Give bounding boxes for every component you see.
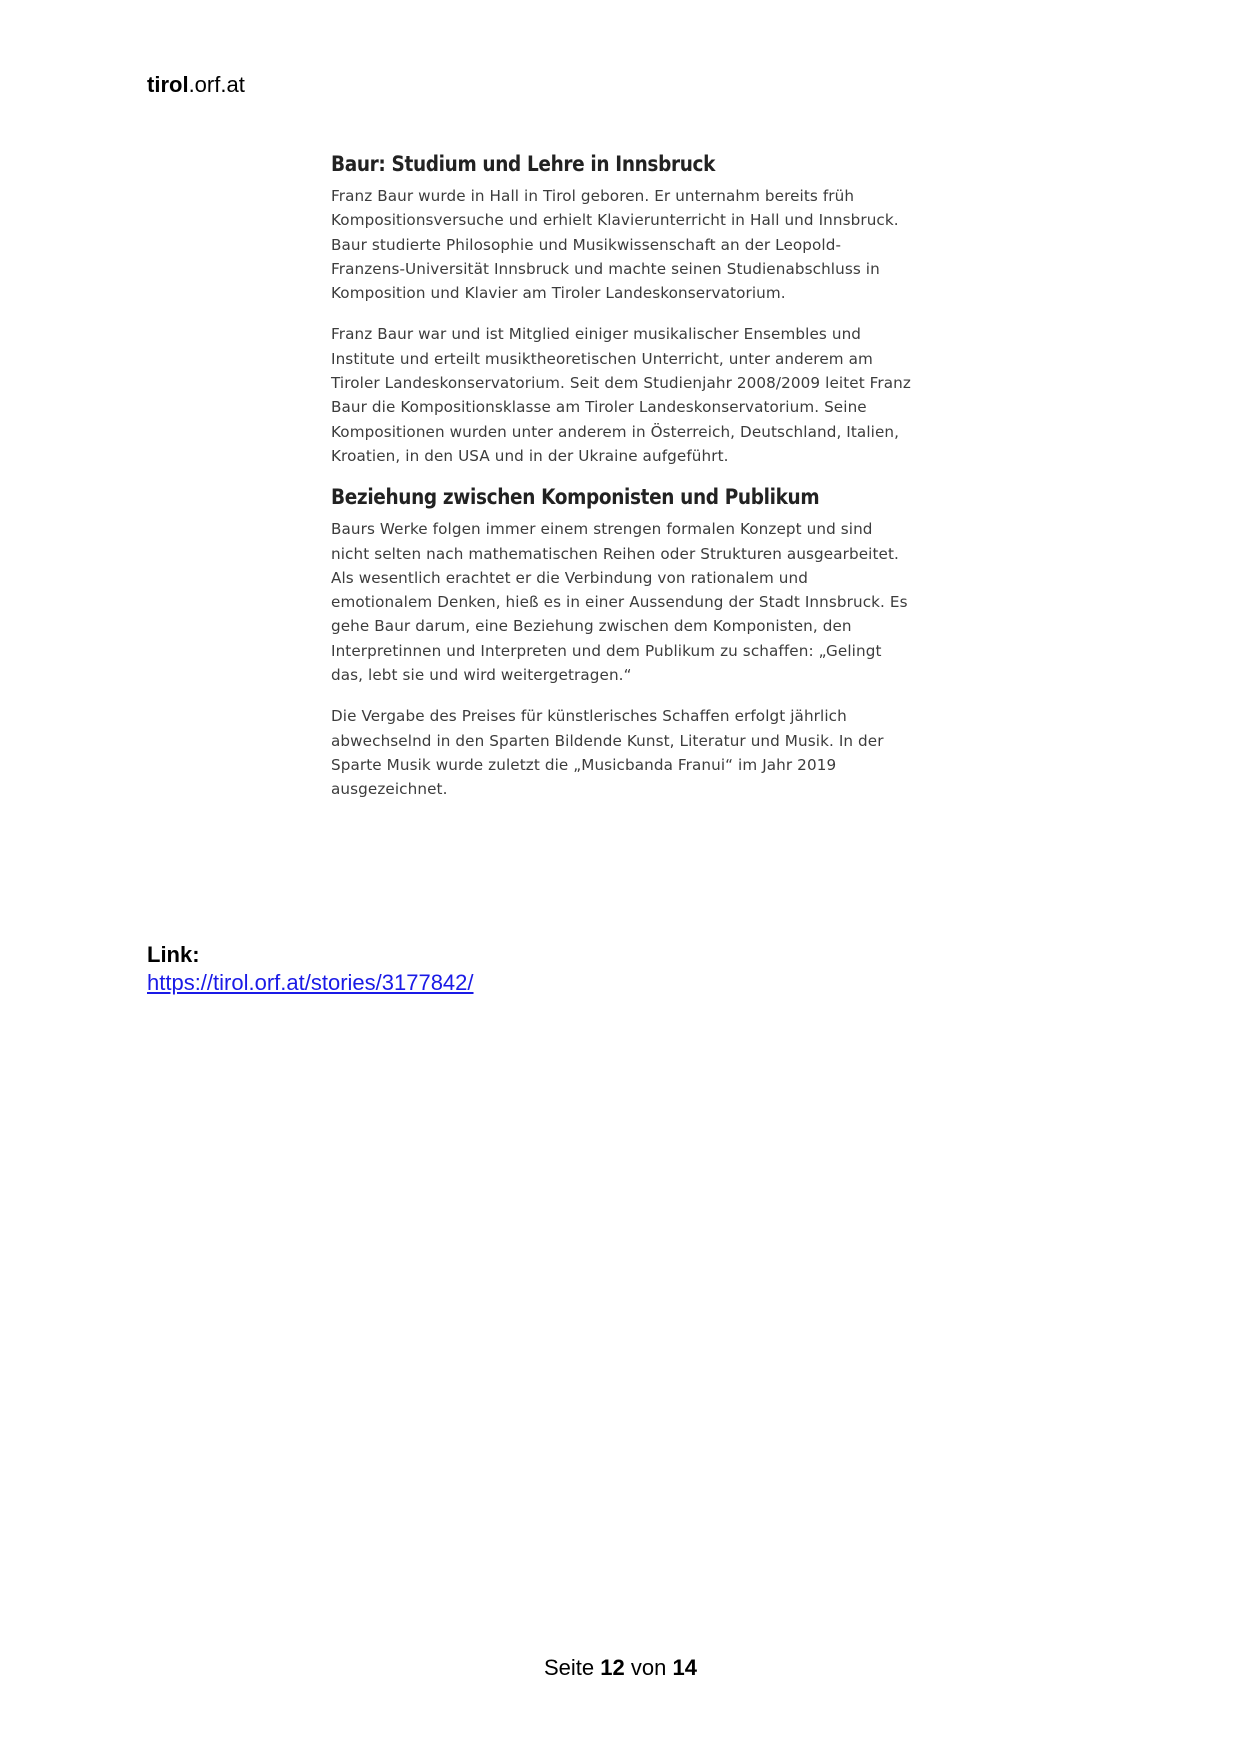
- source-url-link[interactable]: https://tirol.orf.at/stories/3177842/: [147, 970, 474, 995]
- site-header: [147, 72, 245, 98]
- source-link-block: [147, 941, 474, 997]
- article-paragraph-4: Die Vergabe des Preises für künstlerisches Schaffen erfolgt jährlich abwechselnd in den Sparten Bildende Kunst, Literatur und Musik. In der Sparte Musik wurde zuletzt die „Musicbanda Franui“ im Jahr 2019 ausgezeichnet.: [331, 707, 884, 799]
- article-paragraph-3: Baurs Werke folgen immer einem strengen formalen Konzept und sind nicht selten nach mathematischen Reihen oder Strukturen ausgearbeitet. Als wesentlich erachtet er die Verbindung von rationalem und emotionalem Denken, hieß es in einer Aussendung der Stadt Innsbruck. Es gehe Baur darum, eine Beziehung zwischen dem Komponisten, den Interpretinnen und Interpreten und dem Publikum zu schaffen: „Gelingt das, lebt sie und wird weitergetragen.“: [331, 520, 908, 685]
- page-footer: [0, 1655, 1241, 1681]
- section-heading-beziehung: Beziehung zwischen Komponisten und Publikum: [331, 485, 820, 510]
- article-paragraph-2: Franz Baur war und ist Mitglied einiger musikalischer Ensembles und Institute und erteilt musiktheoretischen Unterricht, unter anderem am Tiroler Landeskonservatorium. Seit dem Studienjahr 2008/2009 leitet Franz Baur die Kompositionsklasse am Tiroler Landeskonservatorium. Seine Kompositionen wurden unter anderem in Österreich, Deutschland, Italien, Kroatien, in den USA und in der Ukraine aufgeführt.: [331, 325, 911, 465]
- brand-rest: .orf.at: [188, 72, 245, 97]
- link-label: Link:: [147, 942, 200, 967]
- page-middle: von: [630, 1655, 667, 1680]
- brand-bold: tirol: [147, 72, 189, 97]
- article-paragraph-1: Franz Baur wurde in Hall in Tirol geboren. Er unternahm bereits früh Kompositionsversuche und erhielt Klavierunterricht in Hall und Innsbruck. Baur studierte Philosophie und Musikwissenschaft an der Leopold-Franzens-Universität Innsbruck und machte seinen Studienabschluss in Komposition und Klavier am Tiroler Landeskonservatorium.: [331, 187, 899, 303]
- page-prefix: Seite: [544, 1655, 595, 1680]
- section-heading-studium: Baur: Studium und Lehre in Innsbruck: [331, 152, 716, 176]
- page-current: 12: [600, 1655, 625, 1680]
- article-excerpt: [331, 152, 911, 819]
- page-total: 14: [672, 1655, 697, 1680]
